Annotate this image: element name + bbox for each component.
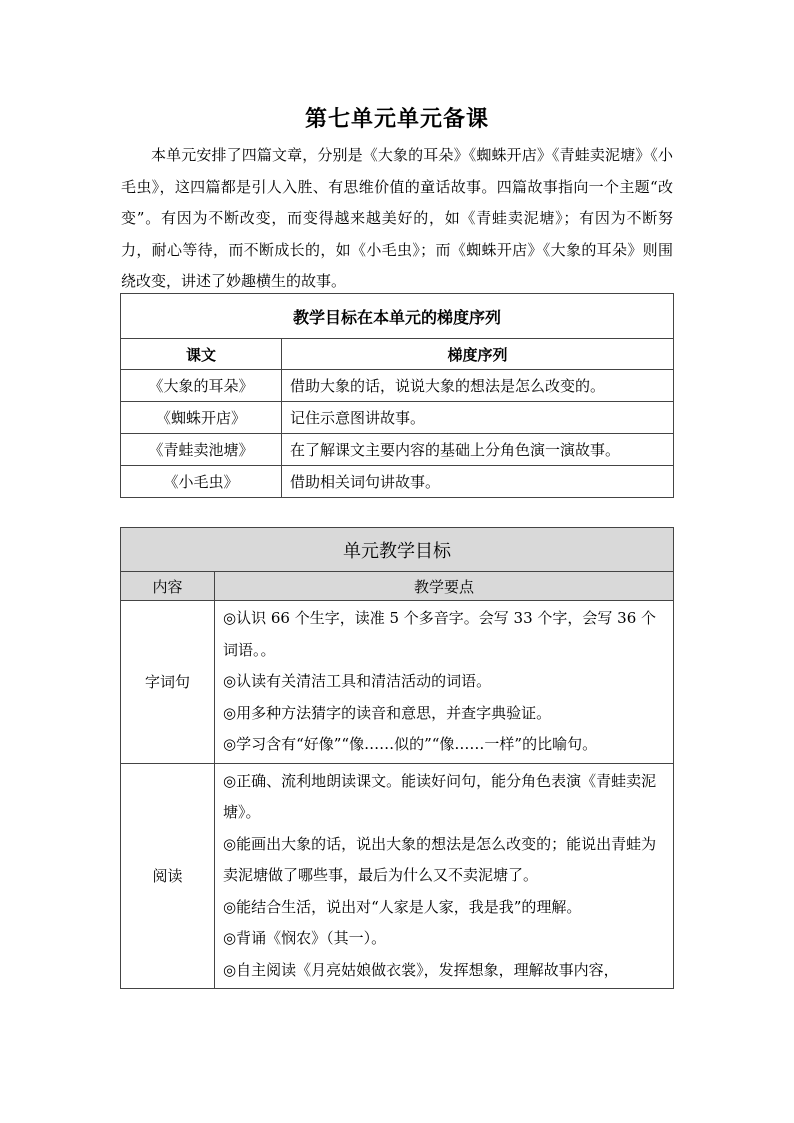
column-header-lesson: 课文 (121, 339, 282, 370)
gradient-sequence-table (120, 293, 674, 498)
column-header-content: 内容 (121, 572, 215, 601)
table-row (121, 466, 674, 498)
category-cell: 字词句 (121, 601, 215, 764)
table-row (121, 402, 674, 434)
column-header-sequence: 梯度序列 (282, 339, 674, 370)
point-item: ◎认读有关清洁工具和清洁活动的词语。 (223, 672, 492, 690)
lesson-cell: 《小毛虫》 (121, 466, 282, 498)
unit-objectives-table (120, 527, 674, 989)
intro-paragraph: 本单元安排了四篇文章，分别是《大象的耳朵》《蜘蛛开店》《青蛙卖泥塘》《小毛虫》，这四篇都是引人入胜、有思维价值的童话故事。四篇故事指向一个主题“改变”。有因为不断改变，而变得越来越美好的，如《青蛙卖泥塘》；有因为不断努力，耐心等待，而不断成长的，如《小毛虫》；而《蜘蛛开店》《大象的耳朵》则围绕改变，讲述了妙趣横生的故事。 (121, 146, 673, 290)
table-row (121, 370, 674, 402)
lesson-cell: 《蜘蛛开店》 (121, 402, 282, 434)
points-cell (215, 763, 674, 989)
point-item: ◎学习含有“好像”“像……似的”“像……一样”的比喻句。 (223, 735, 598, 753)
point-item: ◎背诵《悯农》（其一）。 (223, 929, 387, 947)
goal-cell: 借助相关词句讲故事。 (282, 466, 674, 498)
point-item: ◎能结合生活，说出对“人家是人家，我是我”的理解。 (223, 897, 582, 916)
points-cell (215, 601, 674, 764)
lesson-cell: 《大象的耳朵》 (121, 370, 282, 402)
page-title: 第七单元单元备课 (304, 106, 489, 132)
point-item: ◎认识 66 个生字，读准 5 个多音字。会写 33 个字，会写 36 个词语。。 (223, 609, 657, 659)
goal-cell: 借助大象的话，说说大象的想法是怎么改变的。 (282, 370, 674, 402)
point-item: ◎用多种方法猜字的读音和意思，并查字典验证。 (223, 703, 552, 722)
table-row (121, 601, 674, 764)
point-item: ◎自主阅读《月亮姑娘做衣裳》，发挥想象，理解故事内容， (223, 960, 619, 979)
goal-cell: 在了解课文主要内容的基础上分角色演一演故事。 (282, 434, 674, 466)
table-row (121, 434, 674, 466)
table-caption: 单元教学目标 (121, 528, 674, 572)
point-item: ◎能画出大象的话，说出大象的想法是怎么改变的；能说出青蛙为卖泥塘做了哪些事，最后为什么又不卖泥塘了。 (223, 834, 657, 884)
table-caption: 教学目标在本单元的梯度序列 (121, 294, 674, 339)
column-header-points: 教学要点 (215, 572, 674, 601)
goal-cell: 记住示意图讲故事。 (282, 402, 674, 434)
point-item: ◎正确、流利地朗读课文。能读好问句，能分角色表演《青蛙卖泥塘》。 (223, 771, 657, 821)
lesson-cell: 《青蛙卖池塘》 (121, 434, 282, 466)
table-row (121, 763, 674, 989)
category-cell: 阅读 (121, 763, 215, 989)
